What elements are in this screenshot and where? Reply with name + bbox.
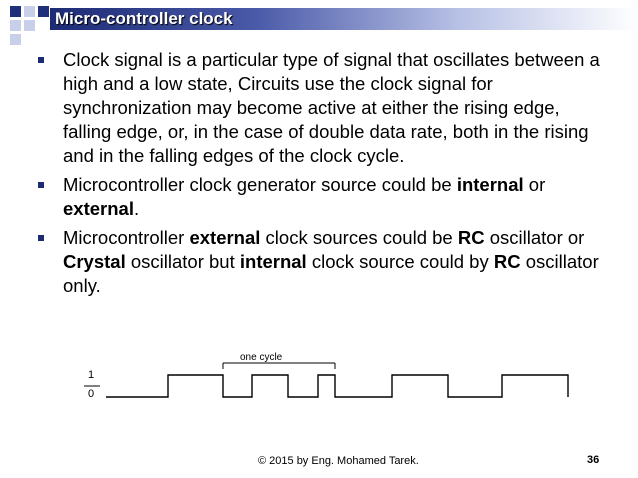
bullet-item: [38, 226, 613, 298]
bullet-text: Microcontroller clock generator source could be: [63, 174, 457, 195]
bullet-emphasis: RC: [457, 227, 485, 248]
page-number: 36: [587, 454, 600, 466]
level-low-label: 0: [88, 388, 95, 400]
decor-square: [38, 6, 49, 17]
level-high-label: 1: [88, 369, 95, 381]
bullet-item: [38, 48, 613, 168]
bullet-emphasis: Crystal: [63, 251, 126, 272]
bullet-marker-icon: [38, 235, 44, 241]
bullet-list: [38, 48, 613, 303]
cycle-label: one cycle: [240, 352, 283, 363]
clock-signal-line: [106, 375, 568, 397]
bullet-text: Clock signal is a particular type of signal that oscillates between a high and a low state, Circuits use the clock signal for synchronization may become active at either the rising edge, falling edge, or, in the case of double data rate, both in the rising and in the falling edges of the clock cycle.: [63, 49, 600, 166]
decor-square: [24, 20, 35, 31]
bullet-text: oscillator only.: [63, 251, 599, 296]
bullet-text: Microcontroller: [63, 227, 190, 248]
decor-square: [10, 20, 21, 31]
bullet-emphasis: external: [63, 198, 134, 219]
bullet-item: [38, 173, 613, 221]
bullet-emphasis: internal: [456, 174, 524, 195]
bullet-text: oscillator or: [484, 227, 585, 248]
decor-square: [24, 6, 35, 17]
bullet-text: or: [523, 174, 546, 195]
bullet-text: oscillator but: [125, 251, 240, 272]
slide-title: Micro-controller clock: [55, 9, 233, 28]
bullet-marker-icon: [38, 57, 44, 63]
bullet-emphasis: internal: [239, 251, 307, 272]
bullet-text: .: [133, 198, 140, 219]
bullet-emphasis: RC: [493, 251, 521, 272]
bullet-text: clock source could by: [306, 251, 494, 272]
clock-waveform-diagram: [80, 350, 580, 402]
decor-square: [10, 6, 21, 17]
bullet-marker-icon: [38, 182, 44, 188]
bullet-text: clock sources could be: [260, 227, 458, 248]
footer-credit: © 2015 by Eng. Mohamed Tarek.: [258, 455, 419, 467]
decor-square: [10, 34, 21, 45]
bullet-emphasis: external: [189, 227, 261, 248]
